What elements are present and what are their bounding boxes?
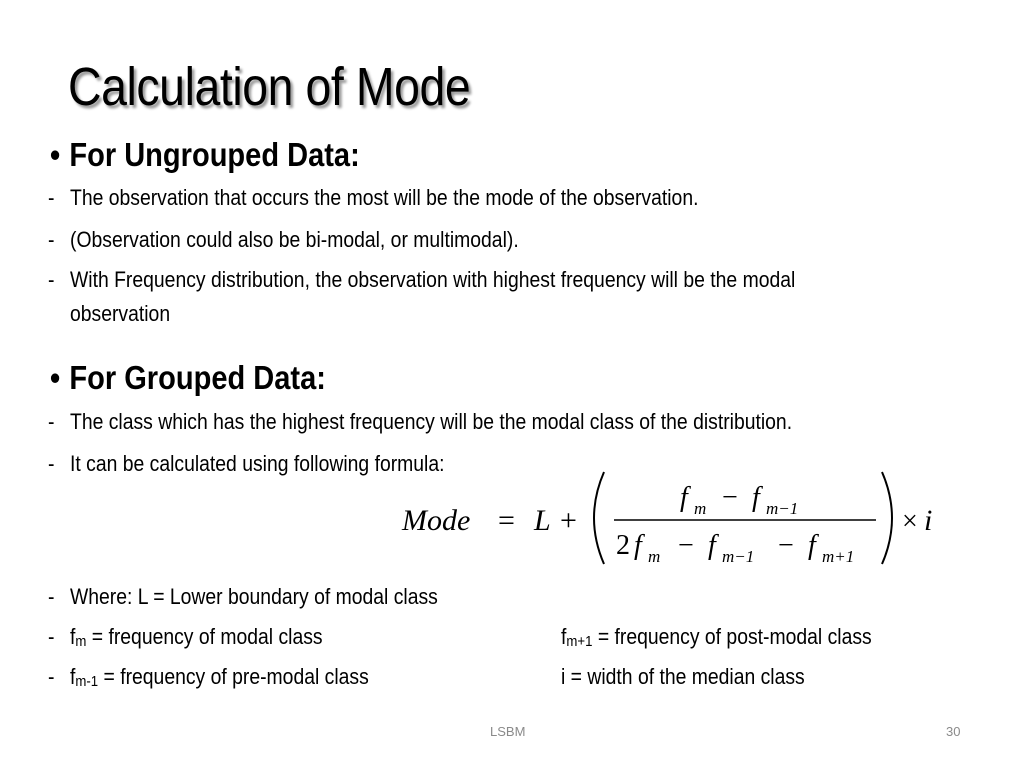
grouped-heading <box>50 358 326 398</box>
dash: - <box>48 227 55 252</box>
fm-text: = frequency of modal class <box>86 624 323 649</box>
formula-L: L <box>534 504 551 537</box>
dash: - <box>48 185 55 210</box>
ungrouped-line-3 <box>48 265 795 295</box>
formula-equals: = <box>498 504 515 537</box>
ungrouped-line-2-text: (Observation could also be bi-modal, or multimodal). <box>70 227 519 252</box>
formula-mode: Mode <box>402 504 471 537</box>
ungrouped-line-1-text: The observation that occurs the most will be the mode of the observation. <box>70 185 699 210</box>
fm1-base: f <box>70 664 76 689</box>
formula-i: i <box>924 504 933 537</box>
grouped-heading-text: For Grouped Data: <box>69 359 326 396</box>
definition-i: i = width of the median class <box>561 664 805 689</box>
definition-fm-minus-1 <box>48 662 369 695</box>
num-sub-m: m <box>694 499 707 518</box>
ungrouped-line-1 <box>48 183 698 213</box>
bullet: • <box>50 359 61 396</box>
fm1-text: = frequency of pre-modal class <box>98 664 369 689</box>
formula-plus: + <box>560 504 577 537</box>
dash: - <box>48 267 55 292</box>
grouped-line-1-text: The class which has the highest frequency will be the modal class of the distribution. <box>70 409 793 434</box>
den-two: 2 <box>616 530 630 561</box>
mode-formula <box>400 468 940 568</box>
num-f: f <box>680 482 688 513</box>
fm1-subscript: m-1 <box>75 673 99 690</box>
definition-fm-plus-1 <box>561 622 872 655</box>
den-f: f <box>634 530 642 561</box>
fm-subscript: m <box>75 633 87 650</box>
den-f3: f <box>808 530 816 561</box>
den-minus-2: − <box>778 530 794 561</box>
left-paren <box>594 472 604 564</box>
fp-base: f <box>561 624 567 649</box>
slide-title: Calculation of Mode <box>68 57 471 117</box>
formula-times: × <box>902 506 918 537</box>
num-f2: f <box>752 482 760 513</box>
dash: - <box>48 451 55 476</box>
bullet: • <box>50 136 61 173</box>
fp-subscript: m+1 <box>566 633 593 650</box>
right-paren <box>882 472 892 564</box>
dash: - <box>48 584 55 609</box>
ungrouped-heading <box>50 135 360 175</box>
definition-where-text: Where: L = Lower boundary of modal class <box>70 584 438 609</box>
grouped-line-2 <box>48 449 445 479</box>
grouped-line-1 <box>48 407 792 437</box>
ungrouped-line-2 <box>48 225 519 255</box>
num-sub-m-1: m−1 <box>766 499 799 518</box>
dash: - <box>48 409 55 434</box>
dash: - <box>48 624 55 649</box>
ungrouped-line-3-continuation: observation <box>70 301 171 326</box>
ungrouped-line-3-text: With Frequency distribution, the observation with highest frequency will be the modal <box>70 267 796 292</box>
den-sub-m: m <box>648 547 661 566</box>
grouped-line-2-text: It can be calculated using following formula: <box>70 451 445 476</box>
dash: - <box>48 664 55 689</box>
den-sub-m+1: m+1 <box>822 547 855 566</box>
slide-number: 30 <box>946 724 961 739</box>
ungrouped-heading-text: For Ungrouped Data: <box>69 136 360 173</box>
den-sub-m-1: m−1 <box>722 547 755 566</box>
den-minus-1: − <box>678 530 694 561</box>
footer-text: LSBM <box>490 724 526 739</box>
den-f2: f <box>708 530 716 561</box>
fm-base: f <box>70 624 76 649</box>
definition-fm <box>48 622 323 655</box>
definition-where <box>48 582 438 612</box>
fp-text: = frequency of post-modal class <box>592 624 872 649</box>
num-minus: − <box>722 482 738 513</box>
